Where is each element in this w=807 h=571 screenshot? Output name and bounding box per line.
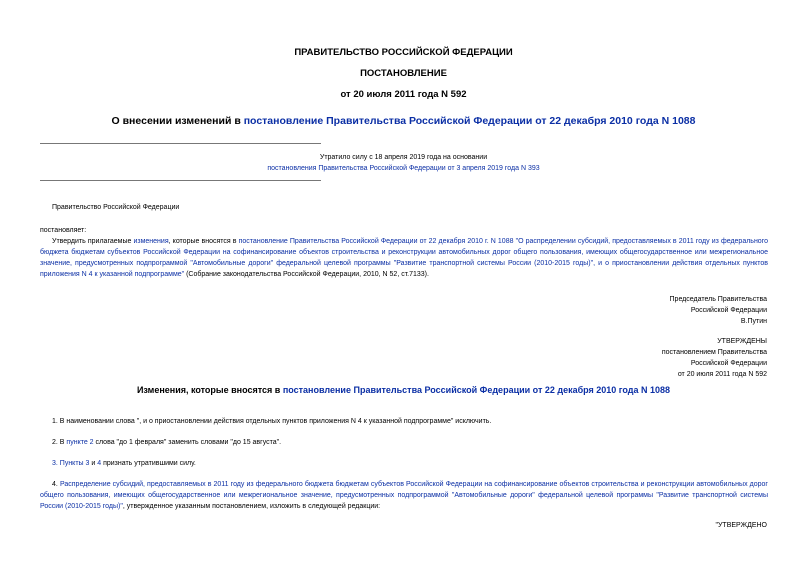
changes-title — [0, 385, 807, 395]
item-3 — [52, 458, 196, 469]
changes-link[interactable]: изменения — [133, 238, 169, 245]
decree-1088-link[interactable]: постановление Правительства Российской Федерации от 22 декабря 2010 г. N 1088 "О распределении субсидий, предоставляемых в 2011 году из федерального бюджета бюджетам субъектов Российской Федерации на софинансирование объектов строительства и реконструкции автомобильных дорог общего пользования, имеющих общегосударственное или межрегиональное значение, предусмотренных подпрограммой "Автомобильные дороги" федеральной целевой программы "Развитие транспортной системы России (2010-2015 годы)", и о приостановлении действия отдельных пунктов приложения N 4 к указанной подпрограмме" — [40, 238, 768, 278]
item-3-link-1[interactable]: 3. Пункты 3 — [52, 460, 90, 467]
approved-tail: "УТВЕРЖДЕНО — [715, 522, 767, 529]
annulment-link[interactable]: постановления Правительства Российской Федерации от 3 апреля 2019 года N 393 — [267, 165, 540, 172]
annulment-text: Утратило силу с 18 апреля 2019 года на основании — [319, 154, 488, 161]
item-4-text-1: 4. — [52, 481, 60, 488]
document-title-prefix: О внесении изменений в — [111, 115, 244, 127]
main-paragraph-text-2: , которые вносятся в — [168, 238, 239, 245]
divider-bottom — [40, 180, 321, 181]
item-2-link[interactable]: пункте 2 — [66, 439, 94, 446]
changes-title-prefix: Изменения, которые вносятся в — [136, 385, 283, 395]
document-date-number: от 20 июля 2011 года N 592 — [340, 89, 467, 100]
document-type: ПОСТАНОВЛЕНИЕ — [360, 68, 447, 79]
annulment-note — [0, 152, 807, 174]
approved-heading: УТВЕРЖДЕНЫ — [717, 338, 767, 345]
signature-country: Российской Федерации — [690, 307, 767, 314]
decree-word: постановляет: — [40, 227, 87, 234]
item-3-link-2[interactable]: 4 — [97, 460, 102, 467]
item-3-text-1: и — [89, 460, 98, 467]
item-2 — [52, 437, 281, 448]
approved-date: от 20 июля 2011 года N 592 — [677, 371, 767, 378]
main-paragraph-text-1: Утвердить прилагаемые — [52, 238, 134, 245]
document-title-link[interactable]: постановление Правительства Российской Федерации от 22 декабря 2010 года N 1088 — [243, 115, 696, 127]
approved-by: постановлением Правительства — [661, 349, 767, 356]
changes-title-link[interactable]: постановление Правительства Российской Федерации от 22 декабря 2010 года N 1088 — [282, 385, 671, 395]
main-paragraph-text-3: (Собрание законодательства Российской Федерации, 2010, N 52, ст.7133). — [184, 271, 429, 278]
item-4-link[interactable]: Распределение субсидий, предоставляемых в 2011 году из федерального бюджета бюджетам субъектов Российской Федерации на софинансирование объектов строительства и реконструкции автомобильных дорог общего пользования, имеющих общегосударственное или межрегиональное значение, предусмотренных подпрограммой "Автомобильные дороги" федеральной целевой программы "Развитие транспортной системы России (2010-2015 годы)" — [40, 481, 768, 510]
approved-country: Российской Федерации — [690, 360, 767, 367]
signature-title: Председатель Правительства — [669, 296, 767, 303]
item-2-text-2: слова "до 1 февраля" заменить словами "до 15 августа". — [93, 439, 282, 446]
item-4-text-2: , утвержденное указанным постановлением, изложить в следующей редакции: — [122, 503, 381, 510]
signature-name: В.Путин — [740, 318, 767, 325]
main-paragraph — [40, 236, 768, 280]
approved-block — [662, 336, 767, 380]
signature-block — [670, 294, 767, 327]
item-2-text-1: 2. В — [52, 439, 67, 446]
item-3-text-2: признать утратившими силу. — [101, 460, 196, 467]
issuer: Правительство Российской Федерации — [52, 204, 180, 211]
government-name: ПРАВИТЕЛЬСТВО РОССИЙСКОЙ ФЕДЕРАЦИИ — [294, 47, 513, 58]
item-4 — [40, 479, 768, 512]
document-title — [0, 115, 807, 127]
divider-top — [40, 143, 321, 144]
item-1: 1. В наименовании слова ", и о приостановлении действия отдельных пунктов приложения N 4 к указанной подпрограмме" исключить. — [52, 418, 492, 425]
